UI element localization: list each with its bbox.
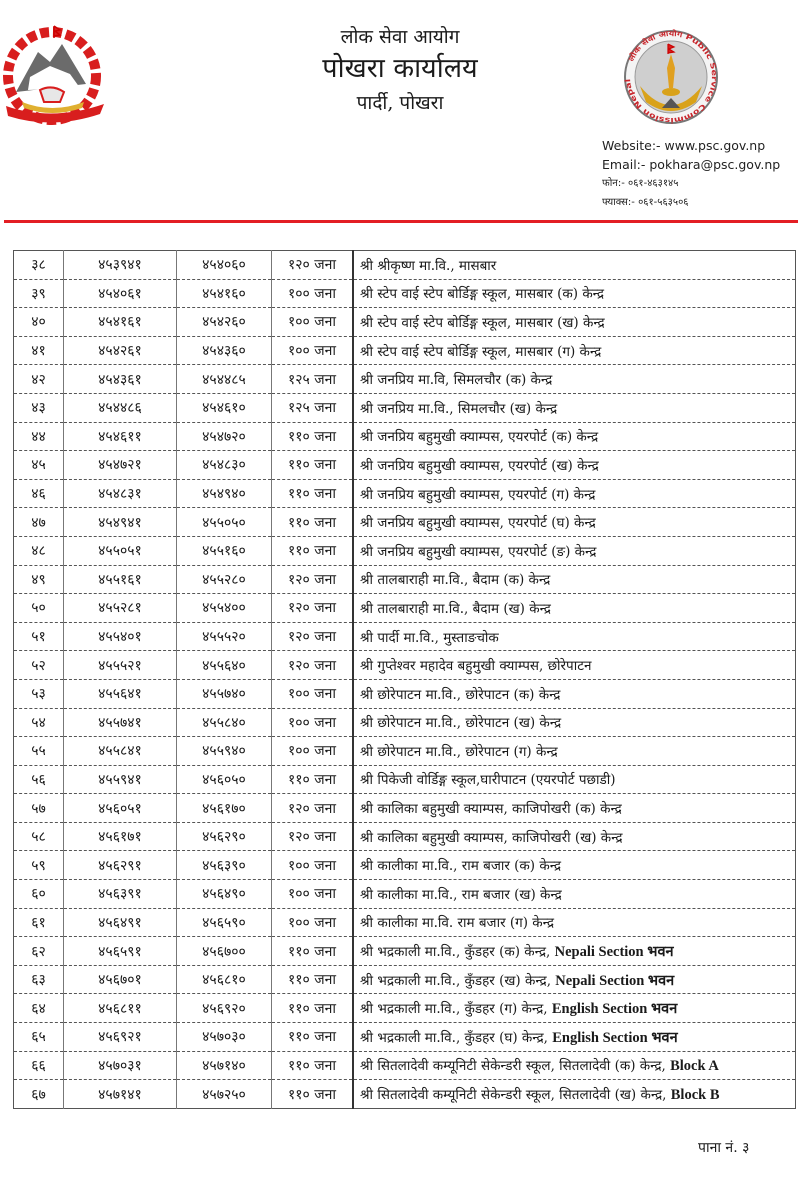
letterhead-title <box>250 24 550 118</box>
exam-center-name: श्री स्टेप वाई स्टेप बोर्डिङ्ग स्कूल, मासबार (ग) केन्द्र <box>360 343 602 360</box>
candidate-count-cell: १२० जना <box>272 651 354 680</box>
exam-center-cell <box>353 880 796 909</box>
table-row <box>14 794 796 823</box>
roll-to-cell: ४५४२६० <box>177 308 272 337</box>
serial-number-cell: ५४ <box>14 708 64 737</box>
exam-center-name: श्री छोरेपाटन मा.वि., छोरेपाटन (ग) केन्द्र <box>360 743 558 760</box>
serial-number-cell: ६१ <box>14 908 64 937</box>
table-row <box>14 880 796 909</box>
exam-center-cell <box>353 708 796 737</box>
table-row <box>14 479 796 508</box>
exam-center-name: श्री भद्रकाली मा.वि., कुँडहर (क) केन्द्र, <box>360 944 555 961</box>
exam-center-cell <box>353 965 796 994</box>
roll-from-cell: ४५५५२१ <box>64 651 177 680</box>
exam-center-name: श्री जनप्रिय बहुमुखी क्याम्पस, एयरपोर्ट (ख) केन्द्र <box>360 457 599 474</box>
exam-center-cell <box>353 479 796 508</box>
candidate-count-cell: ११० जना <box>272 451 354 480</box>
exam-center-cell <box>353 565 796 594</box>
exam-center-cell <box>353 622 796 651</box>
exam-center-name: श्री जनप्रिय बहुमुखी क्याम्पस, एयरपोर्ट (घ) केन्द्र <box>360 515 596 532</box>
exam-center-cell <box>353 594 796 623</box>
candidate-count-cell: १०० जना <box>272 737 354 766</box>
candidate-count-cell: १०० जना <box>272 679 354 708</box>
roll-from-cell: ४५५८४१ <box>64 737 177 766</box>
exam-center-name: श्री तालबाराही मा.वि., बैदाम (ख) केन्द्र <box>360 600 551 617</box>
candidate-count-cell: ११० जना <box>272 1023 354 1052</box>
exam-center-table <box>13 250 796 1109</box>
roll-to-cell: ४५६२९० <box>177 822 272 851</box>
candidate-count-cell: ११० जना <box>272 536 354 565</box>
candidate-count-cell: १२० जना <box>272 622 354 651</box>
exam-center-name: श्री श्रीकृष्ण मा.वि., मासबार <box>360 257 497 274</box>
exam-center-cell <box>353 451 796 480</box>
candidate-count-cell: ११० जना <box>272 1051 354 1080</box>
candidate-count-cell: ११० जना <box>272 422 354 451</box>
table-row <box>14 937 796 966</box>
roll-to-cell: ४५४६१० <box>177 393 272 422</box>
roll-to-cell: ४५६७०० <box>177 937 272 966</box>
roll-from-cell: ४५६९२१ <box>64 1023 177 1052</box>
roll-to-cell: ४५५७४० <box>177 679 272 708</box>
serial-number-cell: ३८ <box>14 251 64 280</box>
serial-number-cell: ५९ <box>14 851 64 880</box>
serial-number-cell: ५३ <box>14 679 64 708</box>
table-row <box>14 965 796 994</box>
exam-center-cell <box>353 393 796 422</box>
exam-center-cell <box>353 937 796 966</box>
table-row <box>14 536 796 565</box>
exam-center-cell <box>353 651 796 680</box>
roll-from-cell: ४५४०६१ <box>64 279 177 308</box>
exam-center-cell <box>353 1023 796 1052</box>
exam-center-cell <box>353 765 796 794</box>
exam-center-name: श्री कालिका बहुमुखी क्याम्पस, काजिपोखरी (क) केन्द्र <box>360 801 622 818</box>
exam-center-name: श्री जनप्रिय बहुमुखी क्याम्पस, एयरपोर्ट (ङ) केन्द्र <box>360 543 597 560</box>
table-row <box>14 908 796 937</box>
table-row <box>14 822 796 851</box>
serial-number-cell: ५० <box>14 594 64 623</box>
page-number: पाना नं. ३ <box>698 1140 750 1156</box>
serial-number-cell: ५५ <box>14 737 64 766</box>
candidate-count-cell: ११० जना <box>272 479 354 508</box>
roll-to-cell: ४५५६४० <box>177 651 272 680</box>
candidate-count-cell: १०० जना <box>272 708 354 737</box>
roll-to-cell: ४५४४८५ <box>177 365 272 394</box>
table-row <box>14 508 796 537</box>
roll-to-cell: ४५५०५० <box>177 508 272 537</box>
roll-from-cell: ४५६०५१ <box>64 794 177 823</box>
office-name: पोखरा कार्यालय <box>322 53 478 84</box>
roll-from-cell: ४५७०३१ <box>64 1051 177 1080</box>
roll-from-cell: ४५६५९१ <box>64 937 177 966</box>
roll-to-cell: ४५५१६० <box>177 536 272 565</box>
candidate-count-cell: १०० जना <box>272 279 354 308</box>
exam-center-building: English Section भवन <box>552 1029 678 1046</box>
website-text: Website:- www.psc.gov.np <box>602 138 766 153</box>
exam-center-name: श्री छोरेपाटन मा.वि., छोरेपाटन (ख) केन्द्र <box>360 715 562 732</box>
serial-number-cell: ६५ <box>14 1023 64 1052</box>
exam-center-cell <box>353 1051 796 1080</box>
table-row <box>14 851 796 880</box>
exam-center-name: श्री पार्दी मा.वि., मुस्ताङचोक <box>360 629 499 646</box>
serial-number-cell: ३९ <box>14 279 64 308</box>
exam-center-building: Nepali Section भवन <box>555 972 675 989</box>
roll-from-cell: ४५६७०१ <box>64 965 177 994</box>
table-row <box>14 393 796 422</box>
roll-to-cell: ४५५८४० <box>177 708 272 737</box>
serial-number-cell: ५६ <box>14 765 64 794</box>
exam-center-name: श्री जनप्रिय बहुमुखी क्याम्पस, एयरपोर्ट (ग) केन्द्र <box>360 486 596 503</box>
exam-center-cell <box>353 851 796 880</box>
table-row <box>14 308 796 337</box>
roll-from-cell: ४५४६११ <box>64 422 177 451</box>
phone-text: फोन:- ०६१-४६३१४५ <box>602 178 679 189</box>
roll-to-cell: ४५४९४० <box>177 479 272 508</box>
exam-center-name: श्री भद्रकाली मा.वि., कुँडहर (ख) केन्द्र, <box>360 972 556 989</box>
roll-to-cell: ४५६५९० <box>177 908 272 937</box>
exam-center-name: श्री कालीका मा.वि., राम बजार (क) केन्द्र <box>360 858 562 875</box>
exam-center-name: श्री तालबाराही मा.वि., बैदाम (क) केन्द्र <box>360 572 551 589</box>
roll-to-cell: ४५५४०० <box>177 594 272 623</box>
candidate-count-cell: १२० जना <box>272 822 354 851</box>
roll-from-cell: ४५५४०१ <box>64 622 177 651</box>
header-divider <box>4 220 798 223</box>
exam-center-name: श्री भद्रकाली मा.वि., कुँडहर (घ) केन्द्र, <box>360 1029 553 1046</box>
candidate-count-cell: १२० जना <box>272 251 354 280</box>
candidate-count-cell: १०० जना <box>272 308 354 337</box>
candidate-count-cell: १०० जना <box>272 908 354 937</box>
roll-from-cell: ४५५७४१ <box>64 708 177 737</box>
email-text: Email:- pokhara@psc.gov.np <box>602 157 781 172</box>
roll-from-cell: ४५५९४१ <box>64 765 177 794</box>
serial-number-cell: ४५ <box>14 451 64 480</box>
roll-to-cell: ४५६०५० <box>177 765 272 794</box>
roll-from-cell: ४५४२६१ <box>64 336 177 365</box>
candidate-count-cell: १२० जना <box>272 794 354 823</box>
exam-center-name: श्री सितलादेवी कम्यूनिटी सेकेन्डरी स्कूल, सितलादेवी (ख) केन्द्र, <box>360 1086 671 1103</box>
candidate-count-cell: १२० जना <box>272 594 354 623</box>
exam-center-name: श्री जनप्रिय मा.वि., सिमलचौर (ख) केन्द्र <box>360 400 558 417</box>
table-row <box>14 1051 796 1080</box>
serial-number-cell: ४६ <box>14 479 64 508</box>
roll-to-cell: ४५५५२० <box>177 622 272 651</box>
serial-number-cell: ४३ <box>14 393 64 422</box>
roll-to-cell: ४५४१६० <box>177 279 272 308</box>
table-row <box>14 422 796 451</box>
candidate-count-cell: ११० जना <box>272 508 354 537</box>
roll-from-cell: ४५४८३१ <box>64 479 177 508</box>
candidate-count-cell: १२५ जना <box>272 365 354 394</box>
exam-center-cell <box>353 308 796 337</box>
roll-from-cell: ४५५१६१ <box>64 565 177 594</box>
psc-seal-icon <box>622 28 720 126</box>
exam-center-cell <box>353 336 796 365</box>
roll-from-cell: ४५६४९१ <box>64 908 177 937</box>
candidate-count-cell: १०० जना <box>272 880 354 909</box>
roll-from-cell: ४५६१७१ <box>64 822 177 851</box>
org-name: लोक सेवा आयोग <box>340 26 460 48</box>
exam-center-name: श्री जनप्रिय बहुमुखी क्याम्पस, एयरपोर्ट (क) केन्द्र <box>360 429 599 446</box>
candidate-count-cell: ११० जना <box>272 937 354 966</box>
roll-to-cell: ४५६८१० <box>177 965 272 994</box>
roll-to-cell: ४५६१७० <box>177 794 272 823</box>
serial-number-cell: ५७ <box>14 794 64 823</box>
exam-center-cell <box>353 279 796 308</box>
serial-number-cell: ५१ <box>14 622 64 651</box>
candidate-count-cell: ११० जना <box>272 765 354 794</box>
roll-from-cell: ४५४१६१ <box>64 308 177 337</box>
roll-to-cell: ४५४७२० <box>177 422 272 451</box>
serial-number-cell: ४१ <box>14 336 64 365</box>
exam-center-cell <box>353 422 796 451</box>
roll-from-cell: ४५७१४१ <box>64 1080 177 1109</box>
roll-from-cell: ४५६२९१ <box>64 851 177 880</box>
roll-to-cell: ४५४८३० <box>177 451 272 480</box>
exam-center-building: Block B <box>670 1086 720 1103</box>
exam-center-cell <box>353 794 796 823</box>
exam-center-cell <box>353 365 796 394</box>
candidate-count-cell: १०० जना <box>272 336 354 365</box>
exam-center-cell <box>353 536 796 565</box>
contact-info <box>602 136 780 212</box>
exam-center-cell <box>353 251 796 280</box>
exam-center-name: श्री गुप्तेश्वर महादेव बहुमुखी क्याम्पस, छोरेपाटन <box>360 658 592 675</box>
serial-number-cell: ४२ <box>14 365 64 394</box>
serial-number-cell: ५८ <box>14 822 64 851</box>
roll-from-cell: ४५६८११ <box>64 994 177 1023</box>
exam-center-name: श्री छोरेपाटन मा.वि., छोरेपाटन (क) केन्द्र <box>360 686 561 703</box>
serial-number-cell: ४८ <box>14 536 64 565</box>
roll-from-cell: ४५४३६१ <box>64 365 177 394</box>
exam-center-name: श्री कालिका बहुमुखी क्याम्पस, काजिपोखरी (ख) केन्द्र <box>360 829 623 846</box>
serial-number-cell: ४० <box>14 308 64 337</box>
roll-to-cell: ४५७१४० <box>177 1051 272 1080</box>
exam-center-building: English Section भवन <box>551 1001 678 1018</box>
roll-from-cell: ४५५६४१ <box>64 679 177 708</box>
roll-to-cell: ४५६४९० <box>177 880 272 909</box>
serial-number-cell: ६० <box>14 880 64 909</box>
table-row <box>14 594 796 623</box>
candidate-count-cell: ११० जना <box>272 965 354 994</box>
exam-center-name: श्री कालीका मा.वि. राम बजार (ग) केन्द्र <box>360 915 555 932</box>
roll-from-cell: ४५३९४१ <box>64 251 177 280</box>
serial-number-cell: ५२ <box>14 651 64 680</box>
serial-number-cell: ६२ <box>14 937 64 966</box>
roll-from-cell: ४५५२८१ <box>64 594 177 623</box>
nepal-emblem-icon <box>0 22 108 126</box>
table-row <box>14 1023 796 1052</box>
table-row <box>14 679 796 708</box>
fax-text: फ्याक्स:- ०६१-५६३५०६ <box>602 197 689 208</box>
serial-number-cell: ४७ <box>14 508 64 537</box>
roll-from-cell: ४५४४८६ <box>64 393 177 422</box>
seal-lettering-path: लोक सेवा आयोग Public Service Commission Nepal <box>623 28 720 126</box>
exam-center-cell <box>353 679 796 708</box>
serial-number-cell: ६४ <box>14 994 64 1023</box>
exam-center-name: श्री सितलादेवी कम्यूनिटी सेकेन्डरी स्कूल, सितलादेवी (क) केन्द्र, <box>360 1057 671 1074</box>
table-row <box>14 279 796 308</box>
candidate-count-cell: ११० जना <box>272 994 354 1023</box>
exam-center-name: श्री कालीका मा.वि., राम बजार (ख) केन्द्र <box>360 886 562 903</box>
table-row <box>14 737 796 766</box>
candidate-count-cell: १०० जना <box>272 851 354 880</box>
roll-to-cell: ४५४३६० <box>177 336 272 365</box>
table-row <box>14 622 796 651</box>
serial-number-cell: ६७ <box>14 1080 64 1109</box>
table-row <box>14 251 796 280</box>
exam-center-name: श्री भद्रकाली मा.वि., कुँडहर (ग) केन्द्र, <box>360 1001 552 1018</box>
table-row <box>14 336 796 365</box>
candidate-count-cell: ११० जना <box>272 1080 354 1109</box>
exam-center-name: श्री जनप्रिय मा.वि, सिमलचौर (क) केन्द्र <box>360 372 553 389</box>
exam-center-cell <box>353 1080 796 1109</box>
table-row <box>14 565 796 594</box>
serial-number-cell: ४९ <box>14 565 64 594</box>
roll-to-cell: ४५७०३० <box>177 1023 272 1052</box>
roll-to-cell: ४५४०६० <box>177 251 272 280</box>
roll-to-cell: ४५६३९० <box>177 851 272 880</box>
exam-center-cell <box>353 994 796 1023</box>
candidate-count-cell: १२० जना <box>272 565 354 594</box>
roll-from-cell: ४५५०५१ <box>64 536 177 565</box>
exam-center-cell <box>353 822 796 851</box>
serial-number-cell: ६६ <box>14 1051 64 1080</box>
table-row <box>14 765 796 794</box>
serial-number-cell: ६३ <box>14 965 64 994</box>
table-row <box>14 451 796 480</box>
roll-to-cell: ४५६९२० <box>177 994 272 1023</box>
roll-from-cell: ४५४९४१ <box>64 508 177 537</box>
table-row <box>14 365 796 394</box>
table-row <box>14 651 796 680</box>
exam-center-name: श्री पिकेजी वोर्डिङ्ग स्कूल,घारीपाटन (एयरपोर्ट पछाडी) <box>360 772 616 789</box>
exam-center-building: Nepali Section भवन <box>554 944 674 961</box>
serial-number-cell: ४४ <box>14 422 64 451</box>
office-location: पार्दी, पोखरा <box>356 92 444 114</box>
exam-center-cell <box>353 508 796 537</box>
candidate-count-cell: १२५ जना <box>272 393 354 422</box>
roll-to-cell: ४५५२८० <box>177 565 272 594</box>
roll-to-cell: ४५५९४० <box>177 737 272 766</box>
roll-from-cell: ४५६३९१ <box>64 880 177 909</box>
table-row <box>14 708 796 737</box>
roll-from-cell: ४५४७२१ <box>64 451 177 480</box>
exam-center-building: Block A <box>670 1057 719 1074</box>
exam-center-name: श्री स्टेप वाई स्टेप बोर्डिङ्ग स्कूल, मासबार (क) केन्द्र <box>360 286 605 303</box>
exam-center-cell <box>353 737 796 766</box>
roll-to-cell: ४५७२५० <box>177 1080 272 1109</box>
exam-center-cell <box>353 908 796 937</box>
table-row <box>14 1080 796 1109</box>
exam-center-name: श्री स्टेप वाई स्टेप बोर्डिङ्ग स्कूल, मासबार (ख) केन्द्र <box>360 314 605 331</box>
table-row <box>14 994 796 1023</box>
